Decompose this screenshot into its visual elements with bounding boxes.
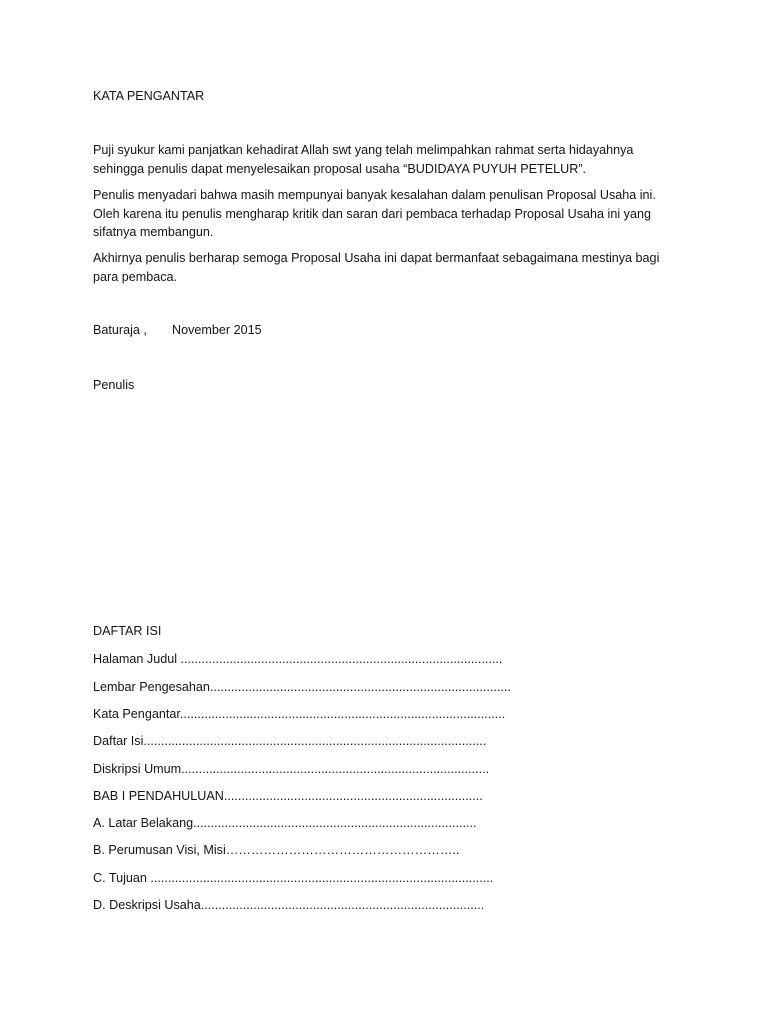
kata-pengantar-heading: KATA PENGANTAR (93, 89, 205, 103)
toc-item: Lembar Pengesahan...................................................................................... (93, 680, 511, 694)
toc-item: Daftar Isi.................................................................................................. (93, 734, 487, 748)
toc-item: A. Latar Belakang................................................................................. (93, 816, 477, 830)
toc-item: B. Perumusan Visi, Misi……………………………………………….. (93, 843, 460, 857)
paragraph-line: sehingga penulis dapat menyelesaikan proposal usaha “BUDIDAYA PUYUH PETELUR”. (93, 161, 587, 176)
paragraph-line: para pembaca. (93, 269, 178, 284)
toc-item: Halaman Judul ............................................................................................ (93, 652, 503, 666)
paragraph-line: Oleh karena itu penulis mengharap kritik dan saran dari pembaca terhadap Proposal Usaha ini yang (93, 206, 651, 221)
paragraph-line: Penulis menyadari bahwa masih mempunyai banyak kesalahan dalam penulisan Proposal Usaha ini. (93, 188, 656, 202)
toc-item: Diskripsi Umum........................................................................................ (93, 762, 490, 776)
intro-paragraph-1 (93, 141, 683, 178)
toc-item: C. Tujuan .................................................................................................. (93, 871, 494, 885)
paragraph-line: sifatnya membangun. (93, 225, 214, 239)
toc-item: BAB I PENDAHULUAN.......................................................................... (93, 789, 483, 803)
signature-label: Penulis (93, 378, 135, 392)
toc-item: Kata Pengantar............................................................................................. (93, 707, 506, 721)
toc-item: D. Deskripsi Usaha................................................................................. (93, 898, 485, 912)
paragraph-line: Puji syukur kami panjatkan kehadirat Allah swt yang telah melimpahkan rahmat serta hidayahnya (93, 143, 634, 157)
intro-paragraph-3 (93, 249, 683, 286)
place-label: Baturaja , (93, 323, 147, 337)
daftar-isi-heading: DAFTAR ISI (93, 624, 162, 638)
paragraph-line: Akhirnya penulis berharap semoga Proposal Usaha ini dapat bermanfaat sebagaimana mestinya bagi (93, 251, 660, 265)
date-label: November 2015 (172, 323, 262, 337)
intro-paragraph-2 (93, 186, 683, 242)
